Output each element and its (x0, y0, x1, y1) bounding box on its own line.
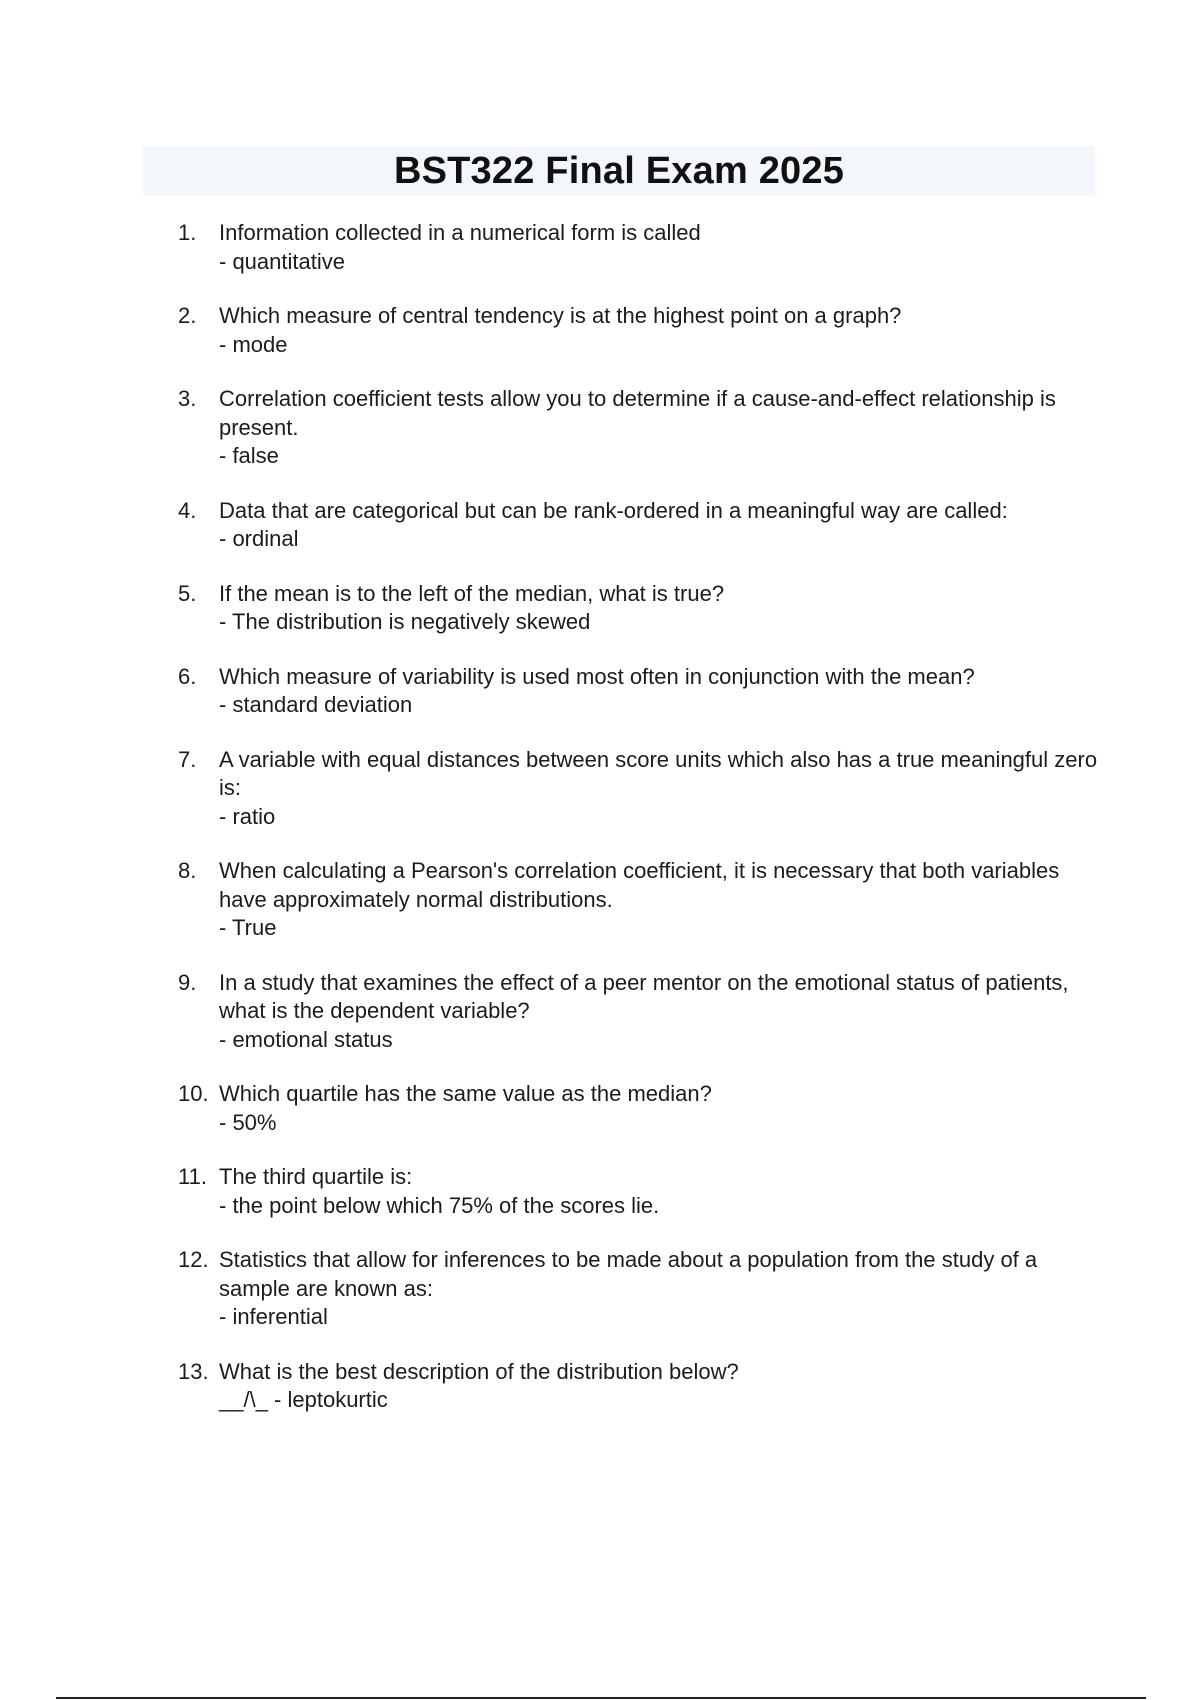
question-answer: __/\_ - leptokurtic (219, 1387, 388, 1412)
footer-divider (56, 1697, 1146, 1699)
question-number: 5. (178, 580, 197, 606)
question-item (178, 219, 1098, 276)
question-answer: - True (219, 915, 277, 940)
question-item (178, 857, 1098, 943)
question-item (178, 1163, 1098, 1220)
question-list (178, 219, 1098, 1415)
question-text: If the mean is to the left of the median, what is true? (219, 580, 725, 606)
question-text: The third quartile is: (219, 1164, 413, 1189)
question-text: In a study that examines the effect of a peer mentor on the emotional status of patients, what is the dependent variable? (219, 969, 1069, 1023)
question-answer: - 50% (219, 1109, 277, 1135)
question-item (178, 663, 1098, 720)
question-number: 8. (178, 858, 197, 883)
question-text: What is the best description of the distribution below? (219, 1358, 739, 1384)
question-number: 11. (178, 1164, 207, 1189)
question-number: 1. (178, 220, 197, 245)
question-text: Data that are categorical but can be rank-ordered in a meaningful way are called: (219, 497, 1008, 523)
question-answer: - the point below which 75% of the scores lie. (219, 1192, 660, 1218)
question-answer: - ordinal (219, 526, 299, 551)
question-item (178, 302, 1098, 359)
question-answer: - mode (219, 331, 288, 357)
question-item (178, 1358, 1098, 1415)
question-number: 4. (178, 497, 197, 523)
question-text: A variable with equal distances between score units which also has a true meaningful zero is: (219, 746, 1098, 800)
question-text: Which measure of variability is used most often in conjunction with the mean? (219, 663, 975, 689)
question-item (178, 969, 1098, 1055)
question-text: Correlation coefficient tests allow you to determine if a cause-and-effect relationship is present. (219, 386, 1056, 440)
question-item (178, 385, 1098, 471)
question-text: Which measure of central tendency is at the highest point on a graph? (219, 303, 902, 328)
question-item (178, 580, 1098, 637)
question-number: 13. (178, 1358, 209, 1384)
question-item (178, 497, 1098, 554)
question-number: 7. (178, 746, 197, 772)
title-band (143, 146, 1095, 196)
question-text: Information collected in a numerical form is called (219, 220, 701, 245)
question-item (178, 746, 1098, 832)
question-number: 6. (178, 663, 197, 689)
document-title: BST322 Final Exam 2025 (393, 149, 845, 192)
question-item (178, 1080, 1098, 1137)
question-answer: - false (219, 443, 279, 468)
question-number: 3. (178, 386, 197, 411)
question-text: When calculating a Pearson's correlation coefficient, it is necessary that both variables have approximately normal distributions. (219, 858, 1060, 912)
question-number: 10. (178, 1081, 209, 1106)
question-answer: - The distribution is negatively skewed (219, 609, 591, 634)
question-number: 12. (178, 1247, 209, 1272)
question-answer: - quantitative (219, 248, 345, 274)
question-item (178, 1246, 1098, 1332)
question-text: Which quartile has the same value as the median? (219, 1081, 712, 1106)
question-number: 2. (178, 303, 197, 328)
question-answer: - ratio (219, 803, 276, 829)
question-text: Statistics that allow for inferences to be made about a population from the study of a sample are known as: (219, 1247, 1038, 1301)
question-answer: - standard deviation (219, 692, 413, 717)
question-answer: - emotional status (219, 1026, 393, 1052)
question-number: 9. (178, 969, 197, 995)
question-answer: - inferential (219, 1304, 328, 1329)
